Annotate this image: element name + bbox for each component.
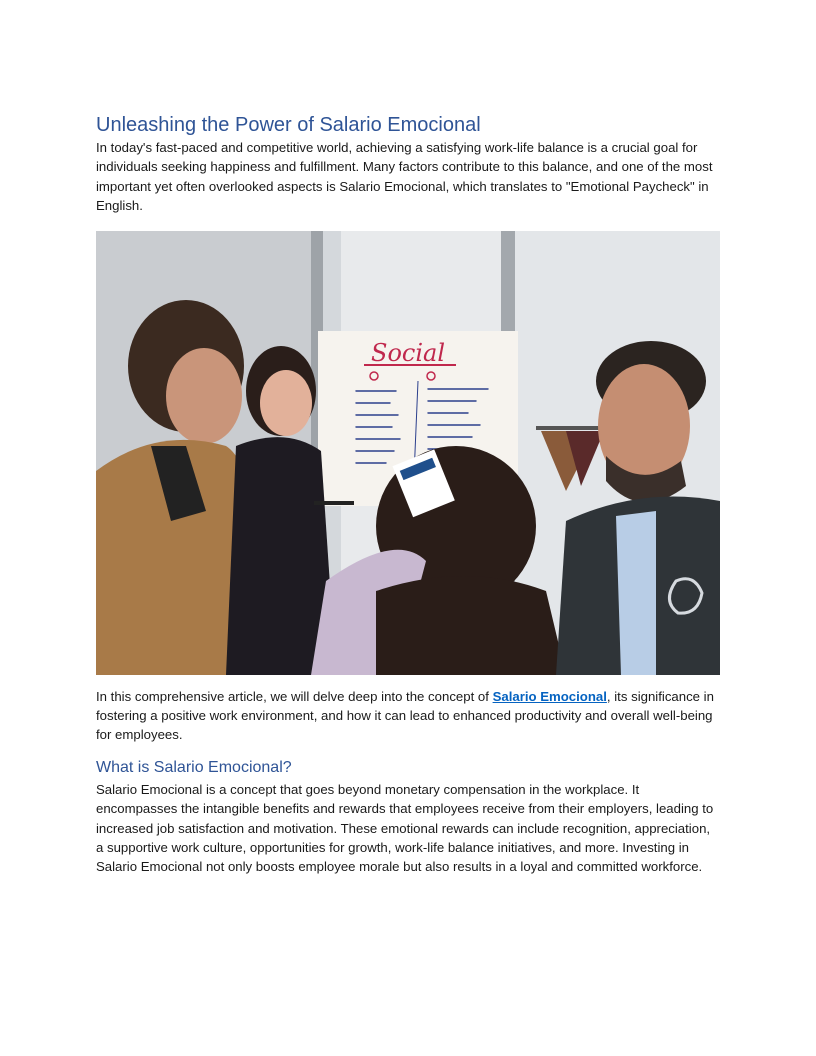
overview-text-after-link: , its significance in fostering a positive work environment, and how it can lead to enhanced productivity and overall well-being for employees. [96,688,714,743]
section-body: Salario Emocional is a concept that goes beyond monetary compensation in the workplace. It encompasses the intangible benefits and rewards that employees receive from their employers, leading to increased job satisfaction and motivation. These emotional rewards can include recognition, appreciation, a supportive work culture, opportunities for growth, work-life balance initiatives, and more. Investing in Salario Emocional not only boosts employee morale but also results in a loyal and committed workforce. [96,781,714,875]
salario-emocional-link[interactable]: Salario Emocional [492,688,607,704]
overview-paragraph [96,687,720,745]
article-title: Unleashing the Power of Salario Emocional [96,114,481,136]
team-workshop-photo [96,231,720,675]
section-heading: What is Salario Emocional? [96,758,292,776]
overview-text-before-link: In this comprehensive article, we will delve deep into the concept of [96,688,493,704]
document-page [96,112,720,877]
intro-paragraph: In today's fast-paced and competitive world, achieving a satisfying work-life balance is a crucial goal for individuals seeking happiness and fulfillment. Many factors contribute to this balance, and one of the most important yet often overlooked aspects is Salario Emocional, which translates to "Emotional Paycheck" in English. [96,140,713,214]
board-title: Social [371,338,445,367]
